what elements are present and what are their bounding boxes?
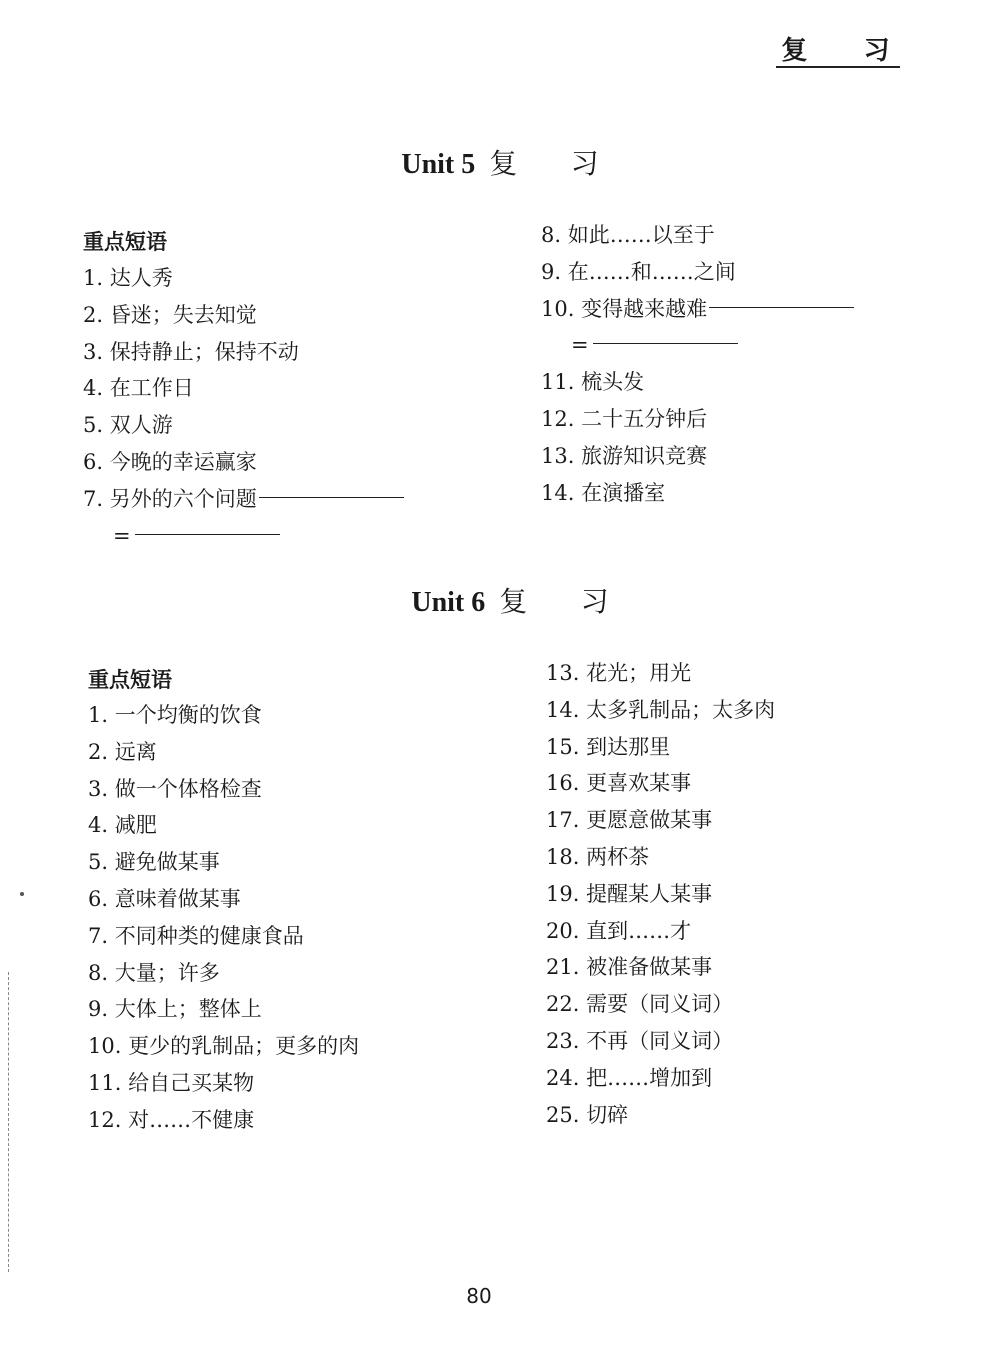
unit5-heading: 重点短语	[83, 230, 167, 254]
unit6-right-list	[546, 655, 775, 1133]
list-item: 20. 直到……才	[546, 918, 692, 943]
unit6-heading: 重点短语	[88, 668, 172, 692]
equals-sign: =	[571, 333, 589, 358]
unit6-title	[0, 580, 1000, 620]
list-item: 5. 避免做某事	[88, 850, 220, 875]
list-item: 10. 更少的乳制品；更多的肉	[88, 1034, 360, 1059]
list-item: 12. 二十五分钟后	[541, 406, 708, 431]
unit6-left-list	[88, 697, 359, 1139]
running-header-title: 复 习	[781, 36, 894, 66]
list-item: 13. 旅游知识竞赛	[541, 443, 708, 468]
list-item: 12. 对……不健康	[88, 1107, 255, 1132]
list-item	[541, 291, 854, 328]
list-item: 21. 被准备做某事	[546, 955, 713, 980]
list-item: 3. 做一个体格检查	[88, 776, 262, 801]
unit6-title-en: Unit 6	[411, 587, 486, 618]
list-item: 6. 意味着做某事	[88, 886, 241, 911]
list-item: 13. 花光；用光	[546, 661, 692, 685]
item-text: 7. 另外的六个问题	[83, 486, 257, 511]
list-item: 8. 如此……以至于	[541, 223, 715, 247]
unit5-left-list	[83, 260, 404, 554]
unit5-title-en: Unit 5	[401, 149, 476, 180]
list-item: 17. 更愿意做某事	[546, 808, 713, 833]
list-item: 6. 今晚的幸运赢家	[83, 449, 257, 474]
unit5-right-list	[541, 217, 854, 511]
answer-blank[interactable]	[135, 534, 280, 535]
answer-blank[interactable]	[259, 497, 404, 498]
unit5-title-cn: 复 习	[489, 147, 599, 180]
binding-margin-line	[8, 972, 9, 1272]
list-item: 2. 昏迷；失去知觉	[83, 302, 257, 327]
list-item: 15. 到达那里	[546, 734, 671, 759]
list-item: 14. 在演播室	[541, 480, 666, 505]
header-underline	[776, 66, 900, 68]
list-item: 14. 太多乳制品；太多肉	[546, 697, 776, 722]
unit5-title	[0, 142, 1000, 182]
list-item	[541, 327, 854, 364]
equals-sign: =	[113, 523, 131, 548]
list-item: 16. 更喜欢某事	[546, 771, 692, 796]
list-item: 23. 不再（同义词）	[546, 1028, 734, 1053]
list-item: 8. 大量；许多	[88, 960, 220, 985]
list-item: 25. 切碎	[546, 1102, 629, 1127]
list-item: 9. 大体上；整体上	[88, 997, 262, 1022]
unit6-title-cn: 复 习	[499, 585, 609, 618]
list-item: 19. 提醒某人某事	[546, 881, 713, 906]
list-item: 24. 把……增加到	[546, 1065, 713, 1090]
list-item: 4. 在工作日	[83, 376, 194, 401]
list-item: 22. 需要（同义词）	[546, 992, 734, 1017]
page-number: 80	[466, 1284, 492, 1308]
list-item: 5. 双人游	[83, 413, 173, 438]
list-item: 1. 一个均衡的饮食	[88, 703, 262, 727]
list-item: 18. 两杯茶	[546, 844, 650, 869]
list-item: 11. 给自己买某物	[88, 1070, 255, 1095]
list-item: 11. 梳头发	[541, 370, 645, 395]
list-item: 9. 在……和……之间	[541, 259, 736, 284]
list-item: 1. 达人秀	[83, 266, 173, 290]
list-item	[83, 518, 404, 555]
list-item: 2. 远离	[88, 739, 157, 764]
list-item: 3. 保持静止；保持不动	[83, 339, 299, 364]
list-item: 7. 不同种类的健康食品	[88, 923, 304, 948]
answer-blank[interactable]	[709, 307, 854, 308]
list-item	[83, 481, 404, 518]
list-item: 4. 减肥	[88, 813, 157, 838]
answer-blank[interactable]	[593, 343, 738, 344]
margin-mark	[20, 892, 24, 896]
item-text: 10. 变得越来越难	[541, 296, 708, 321]
